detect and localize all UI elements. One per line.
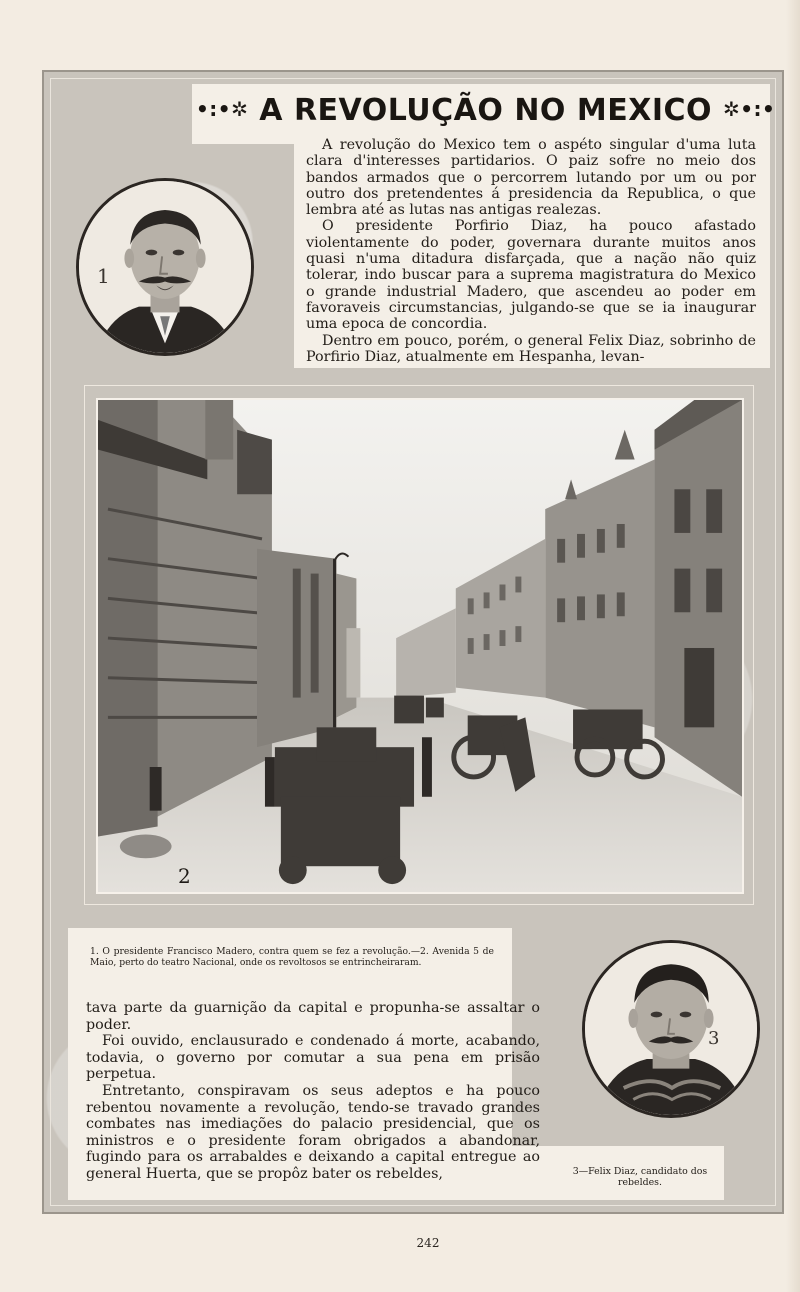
intro-text [306, 137, 756, 365]
street-photo [96, 398, 744, 894]
continuation-text [86, 1000, 540, 1183]
continuation-paragraph: tava parte da guarnição da capital e propunha-se assaltar o poder. [86, 1000, 540, 1033]
title-ornament-right: ✲•:• [723, 97, 776, 121]
page-edge [786, 0, 800, 1292]
portrait-3-number: 3 [708, 1028, 720, 1049]
continuation-paragraph: Entretanto, conspiravam os seus adeptos e ha pouco rebentou novamente a revolução, tendo-se travado grandes combates nas imediações do palacio presidencial, que os ministros e o presidente foram obrigados a abandonar, fugindo para os arrabaldes e deixando a capital entregue ao general Huerta, que se propôz bater os rebeldes, [86, 1082, 540, 1182]
intro-paragraph: O presidente Porfirio Diaz, ha pouco afastado violentamente do poder, governara durante muitos anos quasi n'uma ditadura disfarçada, que a nação não quiz tolerar, indo buscar para a suprema magistratura do Mexico o grande industrial Madero, que ascendeu ao poder em favoraveis circumstancias, julgando-se que se ia inaugurar uma epoca de concordia. [306, 218, 756, 333]
street-photo-image [98, 400, 742, 892]
title-ornament-left: •:•✲ [196, 97, 249, 121]
caption-madero-avenida: 1. O presidente Francisco Madero, contra quem se fez a revolução.—2. Avenida 5 de Maio, perto do teatro Nacional, onde os revoltosos se entrincheiraram. [90, 946, 494, 968]
page-number: 242 [416, 1236, 440, 1250]
caption-felix-diaz: 3—Felix Diaz, candidato dos rebeldes. [572, 1166, 708, 1188]
continuation-paragraph: Foi ouvido, enclausurado e condenado á morte, acabando, todavia, o governo por comutar a sua pena em prisão perpetua. [86, 1033, 540, 1083]
article-title [196, 88, 776, 130]
portrait-1-number: 1 [97, 264, 110, 288]
photo-2-number: 2 [178, 864, 191, 888]
intro-paragraph: Dentro em pouco, porém, o general Felix Diaz, sobrinho de Porfirio Diaz, atualmente em Hespanha, levan- [306, 332, 756, 365]
intro-paragraph: A revolução do Mexico tem o aspéto singular d'uma luta clara d'interesses partidarios. O paiz sofre no meio dos bandos armados que o percorrem lutando por um ou por outro dos pretendentes á presidencia da Republica, o que lembra até as lutas nas antigas realezas. [306, 137, 756, 219]
portrait-felix-diaz [582, 940, 760, 1118]
portrait-felix-diaz-image [585, 943, 757, 1115]
article-title-text: A REVOLUÇÃO NO MEXICO [259, 93, 713, 128]
